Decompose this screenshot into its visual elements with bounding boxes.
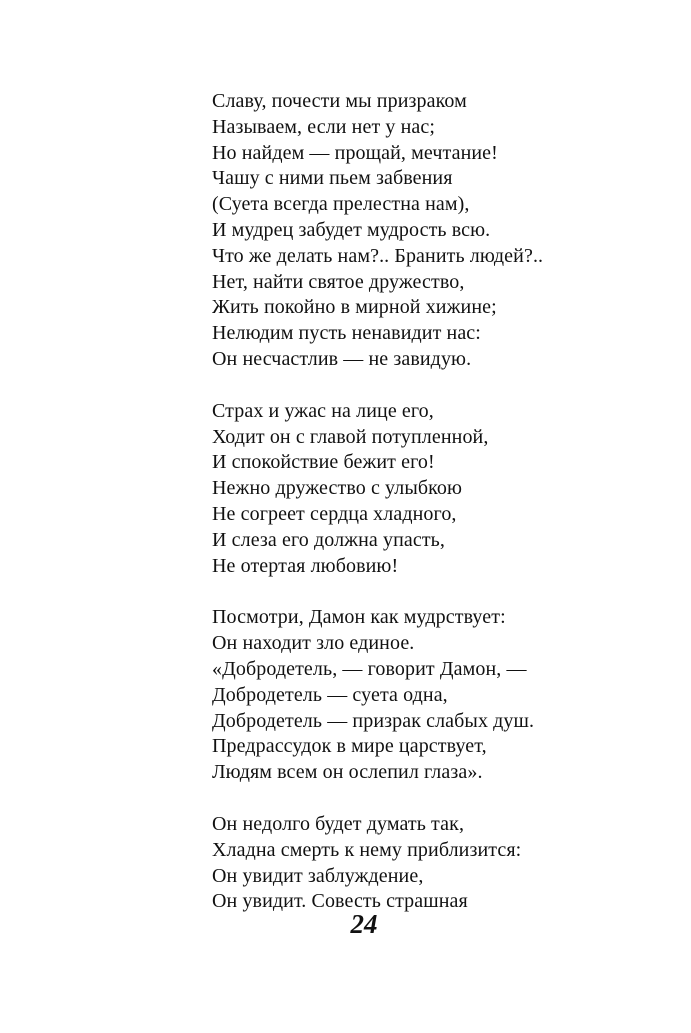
poem-line: Добродетель — суета одна, xyxy=(212,683,448,706)
poem-line: И мудрец забудет мудрость всю. xyxy=(212,218,491,241)
poem-line: Нежно дружество с улыбкою xyxy=(212,477,463,500)
poem-line: Он увидит. Совесть страшная xyxy=(212,890,468,913)
poem-line: Что же делать нам?.. Бранить людей?.. xyxy=(212,244,544,267)
poem-text xyxy=(212,89,672,941)
poem-line: Страх и ужас на лице его, xyxy=(212,399,434,422)
poem-line: Он недолго будет думать так, xyxy=(212,812,465,835)
poem-line: Добродетель — призрак слабых душ. xyxy=(212,709,535,732)
poem-line: Он увидит заблуждение, xyxy=(212,864,424,887)
poem-line: Хладна смерть к нему приблизится: xyxy=(212,838,522,861)
poem-line: Славу, почести мы призраком xyxy=(212,90,467,112)
poem-line: И слеза его должна упасть, xyxy=(212,528,445,551)
poem-line: Не согреет сердца хладного, xyxy=(212,502,457,525)
poem-line: Не отертая любовию! xyxy=(212,554,399,577)
poem-line: Нет, найти святое дружество, xyxy=(212,270,465,293)
poem-line: Называем, если нет у нас; xyxy=(212,115,436,138)
poem-line: Он находит зло единое. xyxy=(212,632,415,655)
poem-line: Он несчастлив — не завидую. xyxy=(212,347,472,370)
poem-line: Чашу с ними пьем забвения xyxy=(212,167,453,190)
poem-line: Посмотри, Дамон как мудрствует: xyxy=(212,606,506,629)
poem-line: (Суета всегда прелестна нам), xyxy=(212,193,470,216)
poem-line: Жить покойно в мирной хижине; xyxy=(212,296,497,319)
poem-line: Предрассудок в мире царствует, xyxy=(212,735,487,758)
stanza-2 xyxy=(212,399,672,580)
page-number: 24 xyxy=(350,909,378,939)
poem-line: Людям всем он ослепил глаза». xyxy=(212,761,483,784)
stanza-4 xyxy=(212,812,672,915)
poem-line: «Добродетель, — говорит Дамон, — xyxy=(212,657,527,680)
stanza-1 xyxy=(212,89,672,373)
poem-line: Но найдем — прощай, мечтание! xyxy=(212,141,498,164)
stanza-3 xyxy=(212,605,672,786)
poem-line: И спокойствие бежит его! xyxy=(212,451,435,474)
poem-line: Ходит он с главой потупленной, xyxy=(212,425,489,448)
poem-line: Нелюдим пусть ненавидит нас: xyxy=(212,322,481,345)
